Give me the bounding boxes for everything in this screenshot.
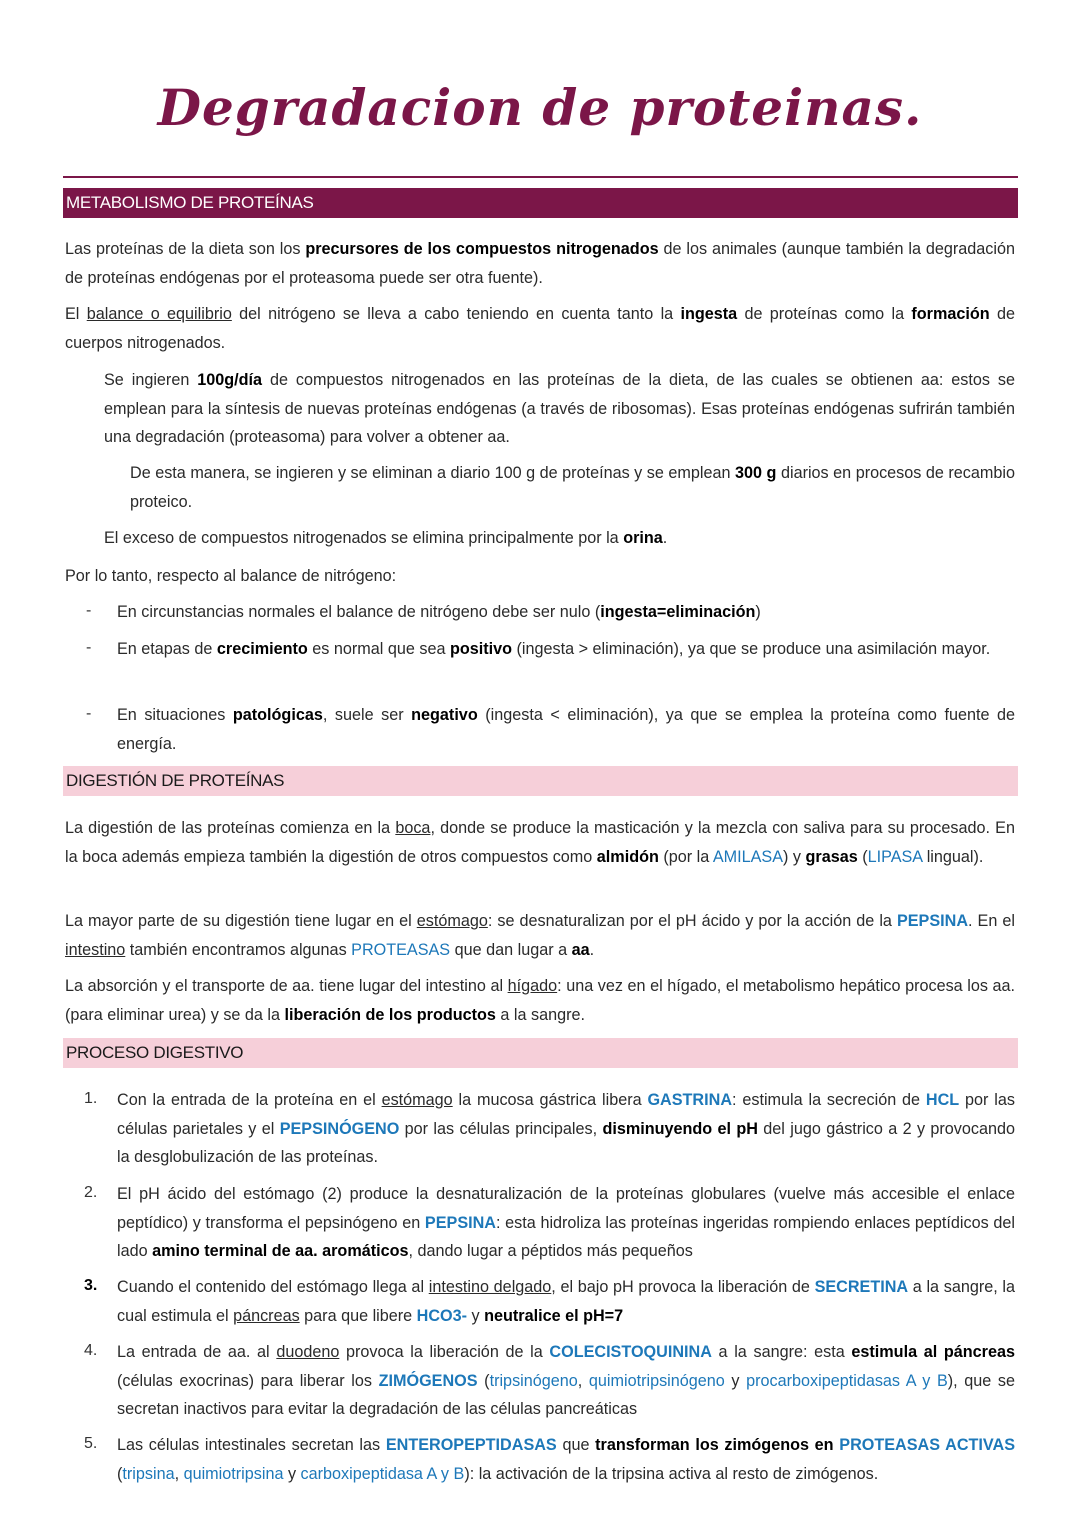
bullet-item-negativo: En situaciones patológicas, suele ser negativo (ingesta < eliminación), ya que se emplea la proteína como fuente de energía. bbox=[117, 706, 1015, 753]
bullet-dash: - bbox=[86, 639, 92, 656]
list-number: 1. bbox=[84, 1090, 98, 1107]
section-header-digestion: DIGESTIÓN DE PROTEÍNAS bbox=[63, 766, 1018, 796]
list-item-enteropeptidasas: Las células intestinales secretan las ENTEROPEPTIDASAS que transforman los zimógenos en PROTEASAS ACTIVAS (tripsina, quimiotripsina y carboxipeptidasa A y B): la activación de la tripsina activa al resto de zimógenos. bbox=[117, 1436, 1015, 1483]
list-number: 4. bbox=[84, 1342, 98, 1359]
list-item-pepsina: El pH ácido del estómago (2) produce la desnaturalización de la proteínas globulares (vuelve más accesible el enlace peptídico) y transforma el pepsinógeno en PEPSINA: esta hidroliza las proteínas ingeridas rompiendo enlaces peptídicos del lado amino terminal de aa. aromáticos, dando lugar a péptidos más pequeños bbox=[117, 1185, 1015, 1260]
paragraph-higado: La absorción y el transporte de aa. tiene lugar del intestino al hígado: una vez en el hígado, el metabolismo hepático procesa los aa. (para eliminar urea) y se da la liberación de los productos a la sangre. bbox=[65, 977, 1015, 1024]
paragraph-exceso: El exceso de compuestos nitrogenados se elimina principalmente por la orina. bbox=[104, 529, 668, 547]
section-header-metabolismo: METABOLISMO DE PROTEÍNAS bbox=[63, 188, 1018, 218]
paragraph-recambio: De esta manera, se ingieren y se eliminan a diario 100 g de proteínas y se emplean 300 g diarios en procesos de recambio proteico. bbox=[130, 464, 1015, 511]
paragraph-ingesta-diaria: Se ingieren 100g/día de compuestos nitrogenados en las proteínas de la dieta, de las cuales se obtienen aa: estos se emplean para la síntesis de nuevas proteínas endógenas (a través de ribosomas). Esas proteínas endógenas sufrirán también una degradación (proteasoma) para volver a obtener aa. bbox=[104, 371, 1015, 446]
bullet-dash: - bbox=[86, 705, 92, 722]
paragraph-precursores: Las proteínas de la dieta son los precursores de los compuestos nitrogenados de los animales (aunque también la degradación de proteínas endógenas por el proteasoma puede ser otra fuente). bbox=[65, 240, 1015, 287]
paragraph-por-lo-tanto: Por lo tanto, respecto al balance de nitrógeno: bbox=[65, 567, 397, 585]
section-header-proceso: PROCESO DIGESTIVO bbox=[63, 1038, 1018, 1068]
list-number: 5. bbox=[84, 1435, 98, 1452]
title-divider bbox=[63, 176, 1018, 178]
bullet-dash: - bbox=[86, 602, 92, 619]
list-item-colecistoquinina: La entrada de aa. al duodeno provoca la liberación de la COLECISTOQUININA a la sangre: esta estimula al páncreas (células exocrinas) para liberar los ZIMÓGENOS (tripsinógeno, quimiotripsinógeno y procarboxipeptidasas A y B), que se secretan inactivos para evitar la degradación de las células pancreáticas bbox=[117, 1343, 1016, 1418]
list-number: 2. bbox=[84, 1184, 98, 1201]
paragraph-estomago: La mayor parte de su digestión tiene lugar en el estómago: se desnaturalizan por el pH ácido y por la acción de la PEPSINA. En el intestino también encontramos algunas PROTEASAS que dan lugar a aa. bbox=[65, 912, 1015, 959]
list-item-secretina: Cuando el contenido del estómago llega al intestino delgado, el bajo pH provoca la liberación de SECRETINA a la sangre, la cual estimula el páncreas para que libere HCO3- y neutralice el pH=7 bbox=[117, 1278, 1015, 1325]
paragraph-balance: El balance o equilibrio del nitrógeno se lleva a cabo teniendo en cuenta tanto la ingesta de proteínas como la formación de cuerpos nitrogenados. bbox=[65, 305, 1015, 352]
list-item-gastrina: Con la entrada de la proteína en el estómago la mucosa gástrica libera GASTRINA: estimula la secreción de HCL por las células parietales y el PEPSINÓGENO por las células principales, disminuyendo el pH del jugo gástrico a 2 y provocando la desglobulización de las proteínas. bbox=[117, 1091, 1015, 1166]
paragraph-boca: La digestión de las proteínas comienza en la boca, donde se produce la masticación y la mezcla con saliva para su procesado. En la boca además empieza también la digestión de otros compuestos como almidón (por la AMILASA) y grasas (LIPASA lingual). bbox=[65, 819, 1015, 866]
page-title: Degradacion de proteinas. bbox=[157, 78, 923, 137]
bullet-item-positivo: En etapas de crecimiento es normal que sea positivo (ingesta > eliminación), ya que se produce una asimilación mayor. bbox=[117, 640, 991, 658]
bullet-item-nulo: En circunstancias normales el balance de nitrógeno debe ser nulo (ingesta=eliminación) bbox=[117, 603, 761, 621]
list-number: 3. bbox=[84, 1277, 98, 1294]
